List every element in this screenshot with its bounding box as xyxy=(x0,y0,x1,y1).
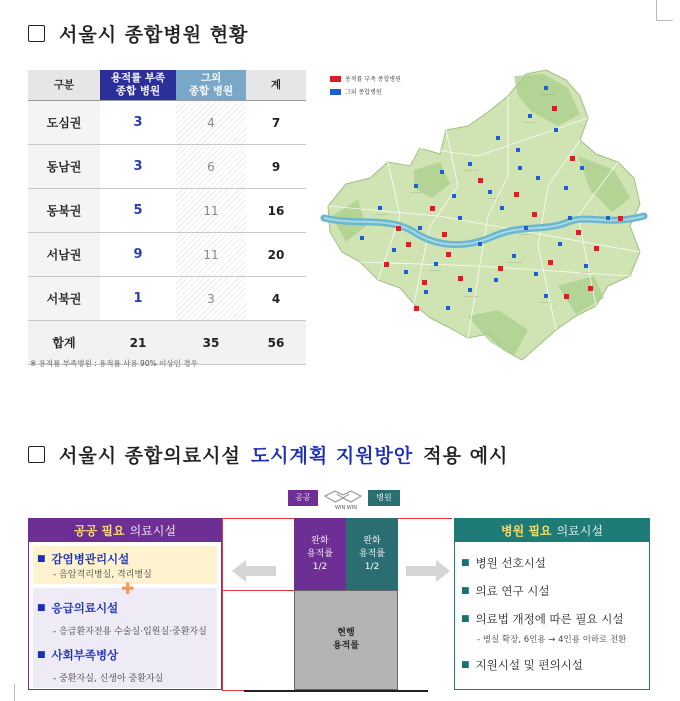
header-total: 계 xyxy=(246,70,306,101)
ground-line xyxy=(244,690,428,692)
left-item-sub: - 응급환자전용 수술실·입원실·중환자실 xyxy=(53,627,207,637)
hospital-need-header xyxy=(455,519,649,542)
bullet-icon: ■ xyxy=(461,660,470,670)
table-row xyxy=(28,101,306,145)
legend-red-label: 용적률 부족 종합병원 xyxy=(345,76,401,83)
svg-text:········: ········ xyxy=(430,269,442,274)
row-region: 서남권 xyxy=(28,233,100,277)
handshake-icon xyxy=(323,487,363,505)
row-region: 동남권 xyxy=(28,145,100,189)
red-frame-vertical xyxy=(222,518,223,690)
bullet-icon: ■ xyxy=(37,603,46,613)
row-total: 16 xyxy=(246,189,306,233)
public-need-panel xyxy=(28,518,222,690)
public-need-header-rest: 의료시설 xyxy=(129,524,176,538)
checkbox-icon xyxy=(28,446,45,463)
arrow-right-icon xyxy=(406,560,450,586)
row-red: 1 xyxy=(100,277,176,321)
page-corner-top-right xyxy=(656,0,673,21)
right-item-title: 의료 연구 시설 xyxy=(475,584,550,598)
hospital-need-panel xyxy=(454,518,650,690)
bullet-icon: ■ xyxy=(461,586,470,596)
row-red: 9 xyxy=(100,233,176,277)
left-item-title: 사회부족병상 xyxy=(51,648,119,662)
public-need-header-bold: 공공 필요 xyxy=(74,524,125,538)
header-red-line1: 용적률 부족 xyxy=(110,72,166,84)
sum-total: 56 xyxy=(246,321,306,365)
bullet-icon: ■ xyxy=(461,558,470,568)
section-1-heading xyxy=(28,20,248,47)
list-item xyxy=(461,657,649,673)
hospital-need-list xyxy=(455,542,649,673)
relax-hospital-line2: 용적률 xyxy=(358,548,386,559)
row-other: 11 xyxy=(176,189,246,233)
row-other: 6 xyxy=(176,145,246,189)
list-item xyxy=(461,583,649,599)
legend-blue-label: 그외 종합병원 xyxy=(345,89,382,96)
right-item-title: 의료법 개정에 따른 필요 시설 xyxy=(475,612,624,626)
row-region: 서북권 xyxy=(28,277,100,321)
list-item xyxy=(37,551,213,567)
row-red: 5 xyxy=(100,189,176,233)
sum-other: 35 xyxy=(176,321,246,365)
row-total: 20 xyxy=(246,233,306,277)
svg-text:········: ········ xyxy=(524,121,536,126)
right-item-title: 병원 선호시설 xyxy=(475,556,546,570)
public-need-header xyxy=(29,519,221,542)
row-region: 도심권 xyxy=(28,101,100,145)
list-item xyxy=(37,647,213,663)
section-2-title-highlight: 도시계획 지원방안 xyxy=(250,445,414,467)
header-red-line2: 종합 병원 xyxy=(115,85,161,97)
table-row xyxy=(28,233,306,277)
current-far-line2: 용적률 xyxy=(332,641,360,651)
sum-region: 합계 xyxy=(28,321,100,365)
row-region: 동북권 xyxy=(28,189,100,233)
section-2-title-a: 서울시 종합의료시설 xyxy=(59,445,241,467)
svg-text:··········: ·········· xyxy=(508,261,523,266)
svg-text:··········: ·········· xyxy=(540,93,555,98)
hospital-status-table xyxy=(28,70,306,365)
winwin-label: WIN WIN xyxy=(335,505,357,511)
relax-hospital-block xyxy=(346,518,398,590)
row-other: 11 xyxy=(176,233,246,277)
right-item-title: 지원시설 및 편의시설 xyxy=(475,658,583,672)
left-item-title: 감염병관리시설 xyxy=(51,552,130,566)
page-corner-bottom-left xyxy=(0,684,15,701)
hospital-need-header-bold: 병원 필요 xyxy=(501,524,552,538)
svg-text:········: ········ xyxy=(540,301,552,306)
current-far-block xyxy=(294,590,398,690)
row-red: 3 xyxy=(100,101,176,145)
table-footnote: ※ 용적률 부족병원 : 용적률 사용 90% 이상인 경우 xyxy=(30,359,198,368)
row-total: 7 xyxy=(246,101,306,145)
list-item xyxy=(461,555,649,571)
bullet-icon: ■ xyxy=(37,650,46,660)
relax-hospital-line3: 1/2 xyxy=(364,561,380,572)
seoul-map-graphic xyxy=(318,66,650,366)
bullet-icon: ■ xyxy=(461,614,470,624)
legend-blue xyxy=(330,87,382,96)
tag-hospital: 병원 xyxy=(368,490,400,506)
legend-blue-swatch xyxy=(330,89,341,95)
list-item xyxy=(37,600,213,616)
table-row xyxy=(28,189,306,233)
plus-icon: ✚ xyxy=(121,579,135,598)
table-row xyxy=(28,145,306,189)
svg-text:········: ········ xyxy=(488,197,500,202)
arrow-left-icon xyxy=(232,560,276,586)
left-item-sub: - 중환자실, 신생아 중환자실 xyxy=(53,674,164,684)
relax-public-block xyxy=(294,518,346,590)
current-far-line1: 현행 xyxy=(337,628,355,638)
section-1-title: 서울시 종합병원 현황 xyxy=(59,24,249,46)
row-red: 3 xyxy=(100,145,176,189)
svg-text:··········: ·········· xyxy=(464,169,479,174)
seoul-map xyxy=(318,66,650,366)
relax-public-line1: 완화 xyxy=(311,535,329,546)
right-item-sub: - 병실 확장, 6인용 → 4인용 이하로 전환 xyxy=(477,635,627,645)
section-2-title-b: 적용 예시 xyxy=(423,445,509,467)
header-other-hospitals xyxy=(176,70,246,101)
legend-red xyxy=(330,74,401,83)
row-total: 4 xyxy=(246,277,306,321)
hospital-need-header-rest: 의료시설 xyxy=(556,524,603,538)
svg-text:··········: ·········· xyxy=(374,213,389,218)
svg-text:··········: ·········· xyxy=(464,295,479,300)
tag-public: 공공 xyxy=(288,490,318,506)
legend-red-swatch xyxy=(330,76,341,82)
row-other: 3 xyxy=(176,277,246,321)
left-item-sub: - 음압격리병실, 격리병실 xyxy=(53,570,152,580)
relax-public-line3: 1/2 xyxy=(312,561,328,572)
emergency-box xyxy=(33,588,217,688)
relax-public-line2: 용적률 xyxy=(306,548,334,559)
header-region: 구분 xyxy=(28,70,100,101)
red-frame-inner xyxy=(222,590,294,591)
bullet-icon: ■ xyxy=(37,554,46,564)
table-row xyxy=(28,277,306,321)
svg-text:········: ········ xyxy=(580,271,592,276)
left-item-title: 응급의료시설 xyxy=(51,601,119,615)
sum-red: 21 xyxy=(100,321,176,365)
row-total: 9 xyxy=(246,145,306,189)
header-other-line1: 그외 xyxy=(200,72,222,84)
checkbox-icon xyxy=(28,25,45,42)
svg-text:········: ········ xyxy=(410,191,422,196)
relax-hospital-line1: 완화 xyxy=(363,535,381,546)
row-other: 4 xyxy=(176,101,246,145)
list-item xyxy=(461,611,649,627)
section-2-heading xyxy=(28,441,508,468)
svg-text:········: ········ xyxy=(518,233,530,238)
header-red-hospitals xyxy=(100,70,176,101)
header-other-line2: 종합 병원 xyxy=(188,85,234,97)
